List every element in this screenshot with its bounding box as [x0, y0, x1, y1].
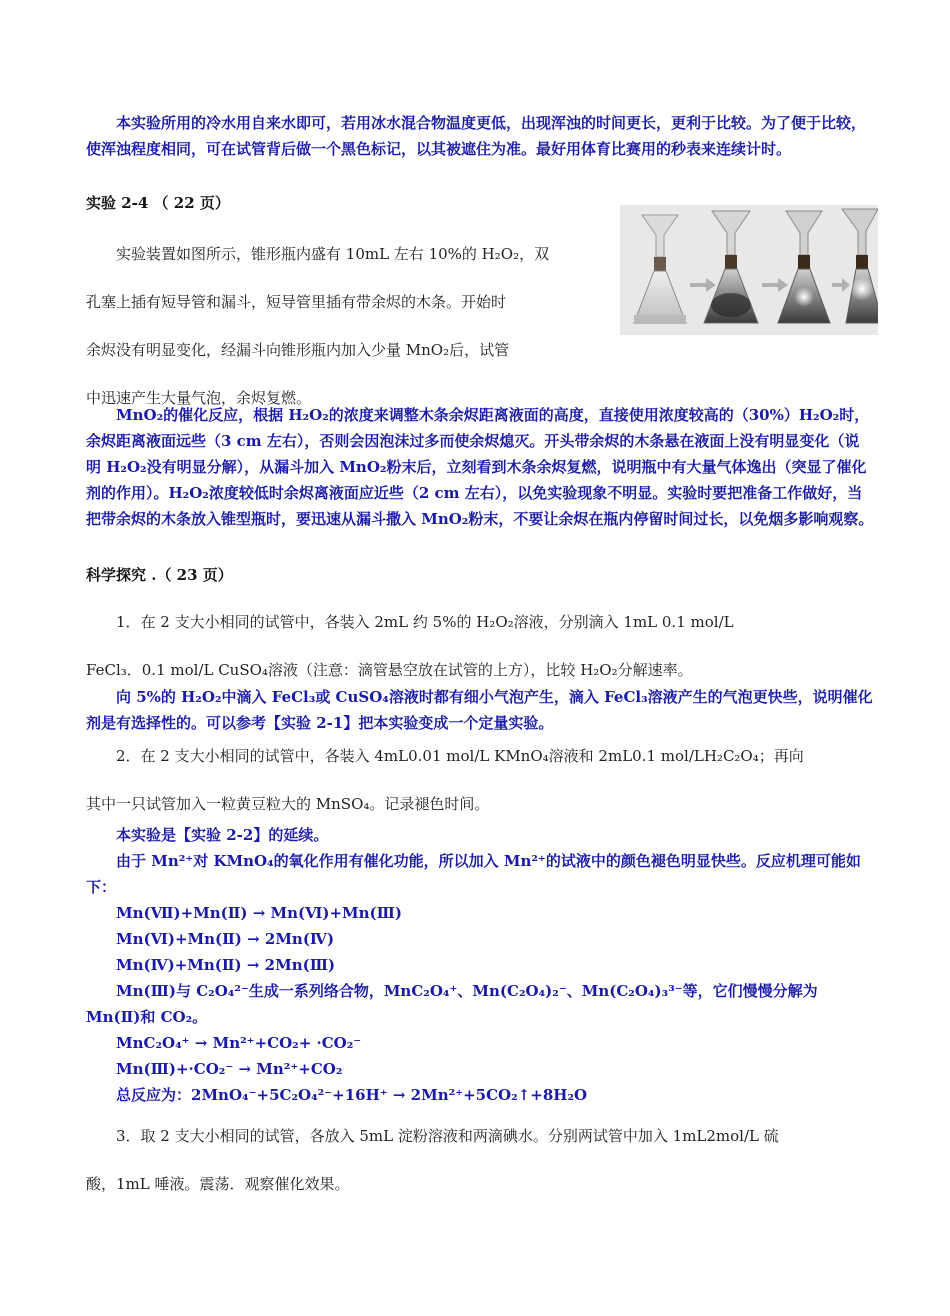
item2-line-2: 其中一只试管加入一粒黄豆粒大的 MnSO₄。记录褪色时间。: [86, 795, 490, 813]
experiment-2-4-description: [86, 230, 606, 422]
exp-line-3: 余烬没有明显变化，经漏斗向锥形瓶内加入少量 MnO₂后，试管: [86, 341, 510, 359]
item3-line-2: 酸，1mL 唾液。震荡．观察催化效果。: [86, 1175, 350, 1193]
item3-line-1: 3．取 2 支大小相同的试管，各放入 5mL 淀粉溶液和两滴碘水。分别两试管中加入 1mL2mol/L 硫: [116, 1127, 779, 1145]
equation-1: Mn(Ⅶ)+Mn(Ⅱ) → Mn(Ⅵ)+Mn(Ⅲ): [116, 904, 402, 922]
section-heading-experiment-2-4: 实验 2-4 （ 22 页）: [86, 194, 230, 212]
equation-2: Mn(Ⅵ)+Mn(Ⅱ) → 2Mn(Ⅳ): [116, 930, 335, 948]
inquiry-item-1: [86, 598, 874, 694]
item1-line-2: FeCl₃．0.1 mol/L CuSO₄溶液（注意：滴管悬空放在试管的上方），比较 H₂O₂分解速率。: [86, 661, 693, 679]
inquiry-item-3: [86, 1112, 874, 1208]
equation-4: MnC₂O₄⁺ → Mn²⁺+CO₂+ ·CO₂⁻: [116, 1034, 362, 1052]
item2-line-1: 2．在 2 支大小相同的试管中，各装入 4mL0.01 mol/L KMnO₄溶液和 2mL0.1 mol/LH₂C₂O₄；再向: [116, 747, 804, 765]
mno2-catalysis-paragraph: MnO₂的催化反应，根据 H₂O₂的浓度来调整木条余烬距离液面的高度，直接使用浓度较高的（30%）H₂O₂时，余烬距离液面远些（3 cm 左右），否则会因泡沫过多而使余烬熄灭。开头带余烬的木条悬在液面上没有明显变化（说明 H₂O₂没有明显分解），从漏斗加入 MnO₂粉末后，立刻看到木条余烬复燃，说明瓶中有大量气体逸出（突显了催化剂的作用）。H₂O₂浓度较低时余烬离液面应近些（2 cm 左右），以免实验现象不明显。实验时要把准备工作做好，当把带余烬的木条放入锥型瓶时，要迅速从漏斗撒入 MnO₂粉末，不要让余烬在瓶内停留时间过长，以免烟多影响观察。: [86, 406, 874, 528]
inquiry-item-2: [86, 732, 874, 828]
exp-line-1: 实验装置如图所示，锥形瓶内盛有 10mL 左右 10%的 H₂O₂，双: [116, 245, 550, 263]
note2a: 本实验是【实验 2-2】的延续。: [116, 826, 329, 844]
flask-experiment-photo: [620, 205, 878, 335]
complex-formation-text: Mn(Ⅲ)与 C₂O₄²⁻生成一系列络合物，MnC₂O₄⁺、Mn(C₂O₄)₂⁻、Mn(C₂O₄)₃³⁻等，它们慢慢分解为 Mn(Ⅱ)和 CO₂。: [86, 982, 818, 1026]
item1-note: 向 5%的 H₂O₂中滴入 FeCl₃或 CuSO₄溶液时都有细小气泡产生，滴入 FeCl₃溶液产生的气泡更快些，说明催化剂是有选择性的。可以参考【实验 2-1】把本实验变成一个定量实验。: [86, 688, 873, 732]
exp-line-4: 中迅速产生大量气泡，余烬复燃。: [86, 389, 312, 407]
equation-5: Mn(Ⅲ)+·CO₂⁻ → Mn²⁺+CO₂: [116, 1060, 343, 1078]
item1-line-1: 1．在 2 支大小相同的试管中，各装入 2mL 约 5%的 H₂O₂溶液，分别滴入 1mL 0.1 mol/L: [116, 613, 734, 631]
overall-reaction: 总反应为：2MnO₄⁻+5C₂O₄²⁻+16H⁺ → 2Mn²⁺+5CO₂↑+8H₂O: [116, 1086, 588, 1104]
intro-paragraph: 本实验所用的冷水用自来水即可，若用冰水混合物温度更低，出现浑浊的时间更长，更利于比较。为了便于比较，使浑浊程度相同，可在试管背后做一个黑色标记，以其被遮住为准。最好用体育比赛用的秒表来连续计时。: [86, 114, 867, 158]
equation-3: Mn(Ⅳ)+Mn(Ⅱ) → 2Mn(Ⅲ): [116, 956, 336, 974]
item2-notes: [86, 822, 874, 1108]
section-heading-science-inquiry: 科学探究 .（ 23 页）: [86, 566, 233, 584]
note2b: 由于 Mn²⁺对 KMnO₄的氧化作用有催化功能，所以加入 Mn²⁺的试液中的颜色褪色明显快些。反应机理可能如下：: [86, 852, 861, 896]
exp-line-2: 孔塞上插有短导管和漏斗，短导管里插有带余烬的木条。开始时: [86, 293, 507, 311]
